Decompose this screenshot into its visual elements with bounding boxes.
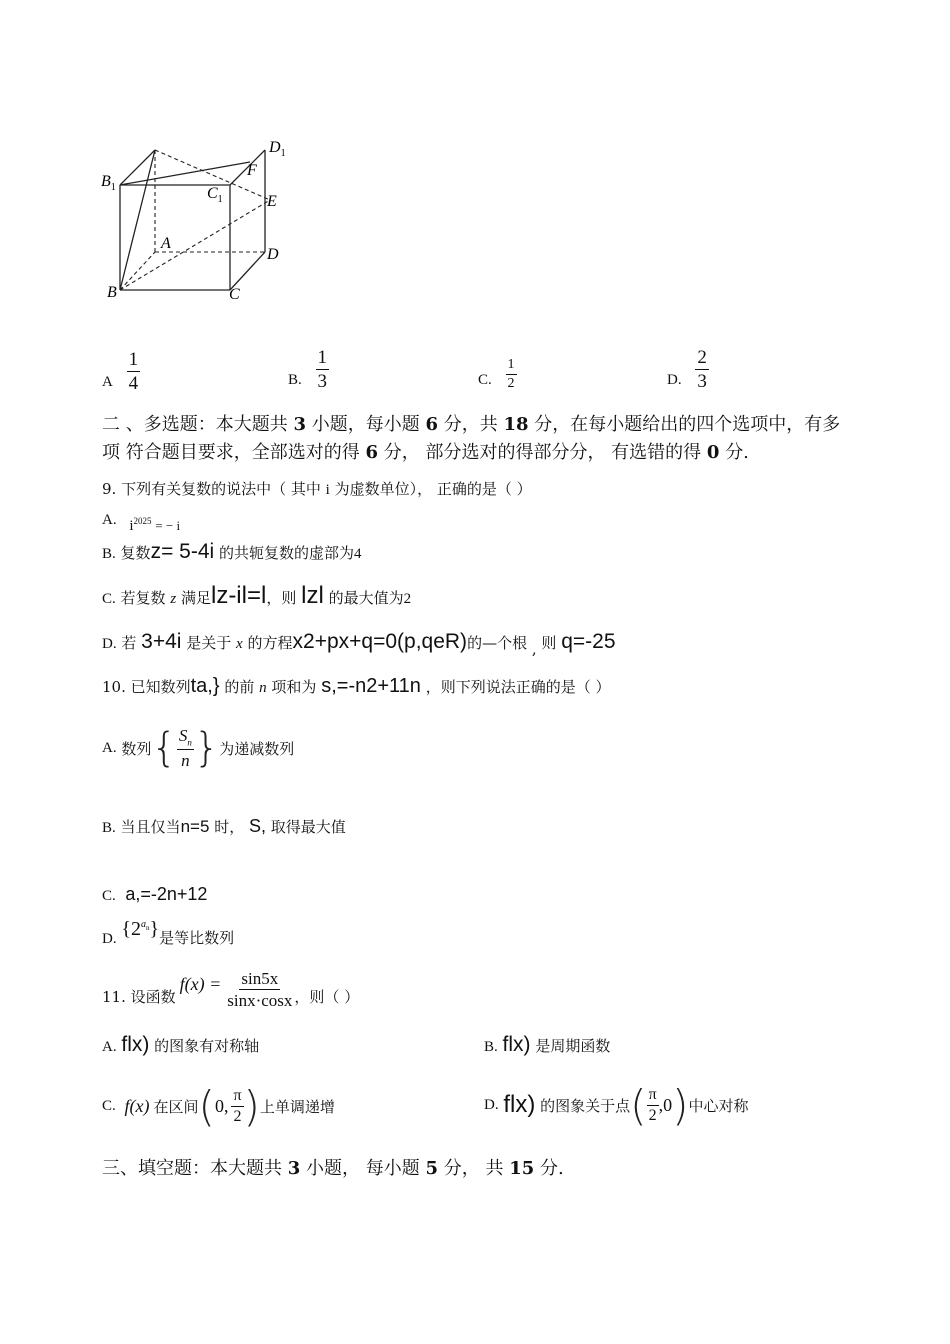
- q9-option-d[interactable]: D. 若 3+4i 是关于 x 的方程x2+px+q=0(p,qeR)的—个根 , 则 q=-25: [102, 630, 616, 658]
- label-C: C: [229, 286, 240, 303]
- q9-option-a[interactable]: A. $i^{2025}$ = − i: [102, 512, 181, 534]
- q10-option-b[interactable]: B. 当且仅当n=5 时， S, 取得最大值: [102, 816, 346, 836]
- q11-stem: 11. 设函数 f(x) = $\frac{\sin 5x}{\sin x\cdot\cos x}$ ，则（ ）: [102, 969, 360, 1010]
- label-A: A: [161, 235, 171, 252]
- q10-option-c[interactable]: C. a,=-2n+12: [102, 884, 208, 904]
- q9-option-c[interactable]: C. 若复数 z 满足lz-il=l，则 lzl 的最大值为2: [102, 582, 412, 609]
- fraction: $\frac{1}{3}$: [317, 347, 328, 392]
- pi-over-2-fraction: $\frac{\pi}{2}$: [233, 1086, 242, 1125]
- q11-option-b[interactable]: B. flx) 是周期函数: [484, 1033, 611, 1056]
- q10-stem: 10. 已知数列ta,} 的前 n 项和为 s,=-n2+11n ，则下列说法正确的是（ ）: [102, 675, 611, 697]
- q10-option-a[interactable]: A. 数列 { $\frac{S_n}{n}$ } 为递减数列: [102, 725, 295, 771]
- sn-over-n-fraction: $\frac{S_n}{n}$: [178, 725, 192, 771]
- fraction: $\frac{1}{2}$: [507, 357, 515, 391]
- q11-option-d[interactable]: D. flx) 的图象关于点 ( $\frac{\pi}{2}$ ,0 ) 中心对称: [484, 1080, 749, 1130]
- cube-figure-svg: [95, 140, 305, 310]
- q8-option-d[interactable]: D. $\frac{2}{3}$: [667, 347, 707, 392]
- label-D: D: [267, 246, 279, 263]
- label-B1: $B_1$: [101, 173, 116, 193]
- section2-heading-line2: 项 符合题目要求，全部选对的得 6 分， 部分选对的得部分分， 有选错的得 0 分.: [102, 442, 749, 463]
- q8-option-c[interactable]: C. $\frac{1}{2}$: [478, 357, 515, 391]
- cube-figure: [95, 140, 305, 310]
- section3-heading: 三、填空题：本大题共 3 小题， 每小题 5 分， 共 15 分.: [102, 1158, 564, 1179]
- q11-option-a[interactable]: A. flx) 的图象有对称轴: [102, 1033, 260, 1056]
- q9-stem: 9. 下列有关复数的说法中（ 其中 i 为虚数单位）， 正确的是（ ）: [102, 480, 532, 498]
- q9-option-b[interactable]: B. 复数z= 5-4i 的共轭复数的虚部为4: [102, 540, 362, 563]
- label-E: E: [267, 193, 277, 210]
- q11-option-c[interactable]: C. f(x) 在区间 ( 0, $\frac{\pi}{2}$ ) 上单调递增: [102, 1081, 335, 1131]
- q8-option-b[interactable]: B. $\frac{1}{3}$: [288, 347, 328, 392]
- sin5x-fraction: $\frac{\sin 5x}{\sin x\cdot\cos x}$: [227, 969, 293, 1010]
- label-D1: $D_1$: [269, 140, 286, 159]
- label-F: F: [247, 162, 257, 179]
- label-C1: $C_1$: [207, 185, 223, 205]
- q8-option-a[interactable]: A $\frac{1}{4}$: [102, 349, 139, 394]
- fraction: $\frac{2}{3}$: [697, 347, 707, 392]
- fraction: $\frac{1}{4}$: [128, 349, 139, 394]
- label-B: B: [107, 284, 117, 301]
- q10-option-d[interactable]: D. $\{2^{a_n}\}$是等比数列: [102, 918, 235, 947]
- section2-heading-line1: 二 、多选题：本大题共 3 小题，每小题 6 分，共 18 分，在每小题给出的四个选项中，有多: [102, 414, 841, 435]
- pi-over-2-fraction: $\frac{\pi}{2}$: [648, 1085, 657, 1124]
